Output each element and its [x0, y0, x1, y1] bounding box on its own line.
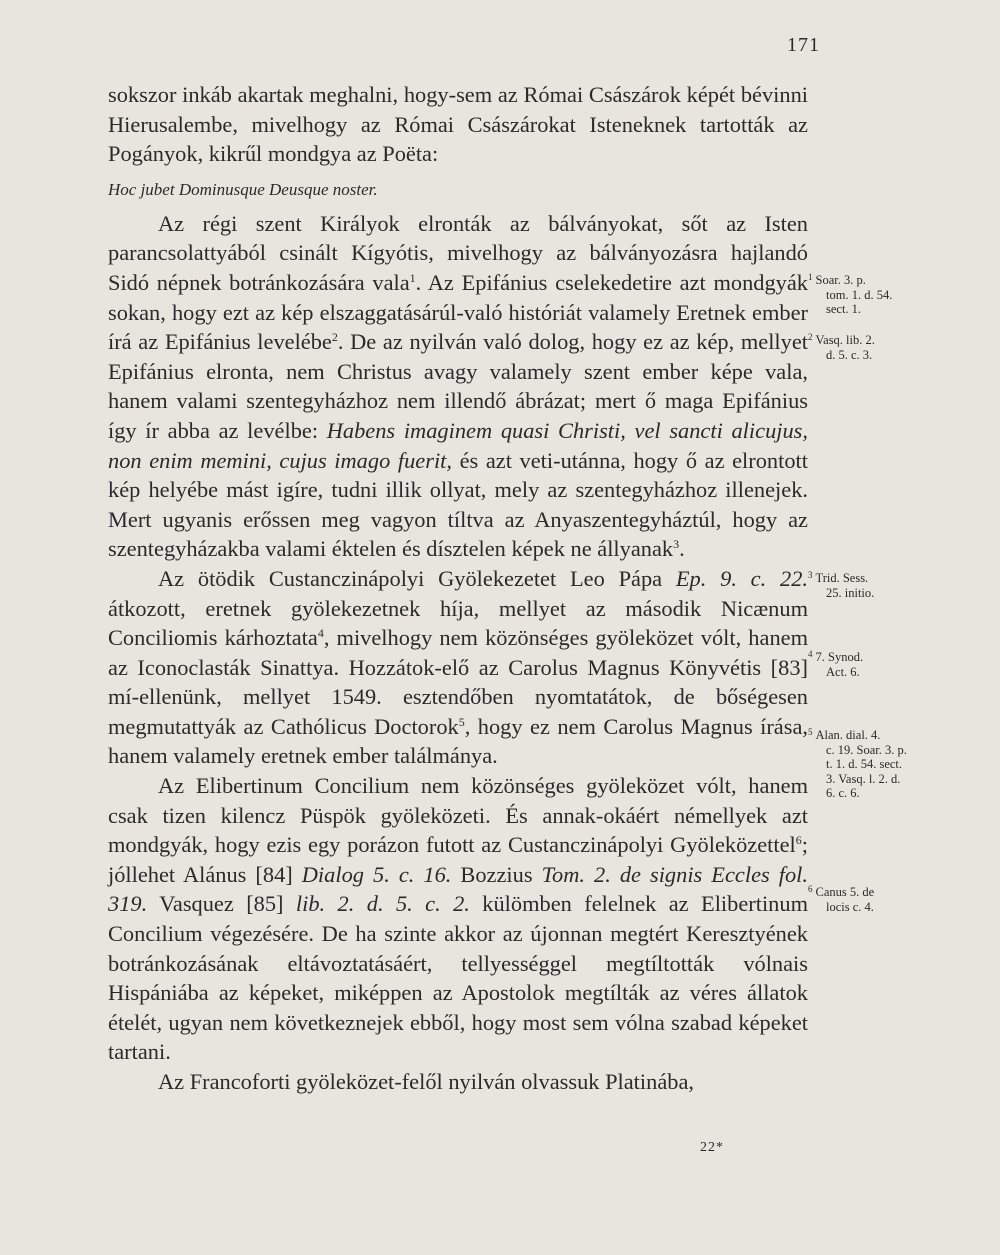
margin-note-6: [808, 882, 908, 914]
note-text: 25. initio.: [826, 585, 875, 600]
text-run: Az Elibertinum Concilium nem közönséges gyöleközet vólt, hanem csak tizen kilencz Püspök gyöleközeti. És annak-okáért némellyek azt mondgyák, hogy ezis egy porázon futott az Custanczinápolyi Gyöleközettel: [108, 773, 808, 858]
note-mark: 6: [808, 884, 813, 894]
paragraph-3: [108, 564, 808, 771]
text-run: . De az nyilván való dolog, hogy ez az kép, mellyet Epifánius elronta, nem Christus avagy valamely szent ember képe vala, hanem valami szentegyházhoz nem illendő ábrázat; mert ő maga Epifánius így ír abba az levélbe:: [108, 329, 808, 443]
text-run: .: [679, 536, 685, 562]
margin-note-1: [808, 270, 908, 317]
text-run: Az régi szent Királyok elronták az bálványokat, sőt az Isten parancsolattyából csinált Kígyótis, mivelhogy az bálványozásra hajlandó Sidó népnek botránkozására vala: [108, 210, 808, 295]
note-text: d. 5. c. 3.: [826, 347, 873, 362]
text-run: , mivelhogy nem közönséges gyöleközet vólt, hanem az Iconoclasták Sinattya. Hozzátok-elő az Carolus Magnus Könyvétis [83] mí-ellenünk, mellyet 1549. esztendőben nyomtatátok, de bőségesen megmutattyák az Cathólicus Doctorok: [108, 625, 808, 739]
text-run: Bozzius: [451, 861, 542, 887]
note-text: Alan. dial. 4.: [815, 728, 881, 742]
note-text: c. 19. Soar. 3. p. t. 1. d. 54. sect. 3. Vasq. l. 2. d. 6. c. 6.: [826, 742, 907, 800]
paragraph-1: sokszor inkáb akartak meghalni, hogy-sem az Római Császárok képét bévinni Hierusalembe, mivelhogy az Római Császárokat Isteneknek tartották az Pogányok, kikrűl mondgya az Poëta:: [108, 82, 808, 167]
citation: lib. 2. d. 5. c. 2.: [295, 891, 470, 917]
note-mark: 1: [808, 272, 813, 282]
text-run: Az ötödik Custanczinápolyi Gyölekezetet Leo Pápa: [158, 565, 676, 591]
text-run: külömben felelnek az Elibertinum Concilium végezésére. De ha szinte akkor az újonnan megtért Keresztyének botránkozásának eltávoztatásáért, tellyességgel megtíltották vólnais Hispániába az képeket, miképpen az Apostolok megtílták az véres állatok ételét, ugyan nem következnejek ebből, hogy most sem vólna szabad képeket tartani.: [108, 891, 808, 1065]
note-mark: 4: [808, 649, 813, 659]
footnote-ref-5: 5: [458, 714, 465, 729]
margin-note-2: [808, 330, 908, 362]
sheet-signature: 22*: [700, 1140, 724, 1155]
note-mark: 2: [808, 332, 813, 342]
citation: Ep. 9. c. 22.: [675, 565, 808, 591]
text-run: ; jóllehet Alánus [84]: [108, 832, 808, 887]
footnote-ref-6: 6: [795, 833, 802, 848]
note-text: Vasq. lib. 2.: [815, 333, 875, 347]
note-mark: 3: [808, 570, 813, 580]
note-text: 7. Synod.: [815, 650, 864, 664]
citation: Dialog 5. c. 16.: [301, 861, 452, 887]
note-text: locis c. 4.: [826, 899, 874, 914]
text-run: Vasquez [85]: [147, 891, 296, 917]
paragraph-2: [108, 209, 808, 564]
text-run: , hogy ez nem Carolus Magnus írása, hanem valamely eretnek ember találmánya.: [108, 713, 808, 769]
note-text: Canus 5. de: [815, 885, 875, 899]
page-number: 171: [787, 34, 820, 56]
footnote-ref-4: 4: [317, 626, 324, 641]
footnote-ref-3: 3: [673, 537, 680, 552]
note-text: Act. 6.: [826, 664, 860, 679]
margin-note-4: [808, 647, 908, 679]
note-text: tom. 1. d. 54. sect. 1.: [826, 287, 893, 316]
text-run: és azt veti-utánna, hogy ő az elrontott kép helyébe mást igíre, tudni illik ollyat, mely az szentegyházhoz illenejek. Mert ugyanis erőssen meg vagyon tíltva az Anyaszentegyháztúl, hogy az szentegyházakba valami éktelen és dísztelen képek ne állyanak: [108, 447, 808, 562]
paragraph-5: Az Francoforti gyöleközet-felől nyilván olvassuk Platinába,: [158, 1069, 694, 1094]
paragraph-4: [108, 771, 808, 1067]
footnote-ref-2: 2: [331, 330, 338, 345]
footnote-ref-1: 1: [409, 270, 416, 285]
note-text: Trid. Sess.: [815, 571, 869, 585]
latin-citation: Habens imaginem quasi Christi, vel sancti alicujus, non enim memini, cujus imago fuerit,: [108, 417, 808, 473]
note-mark: 5: [808, 727, 813, 737]
text-run: . Az Epifánius cselekedetire azt mondgyák sokan, hogy ezt az kép elszaggatásárúl-való históriát valamely Eretnek ember írá az Epifánius levelébe: [108, 269, 808, 355]
margin-note-3: [808, 568, 908, 600]
margin-note-5: [808, 725, 908, 801]
citation: Tom. 2. de signis Eccles fol. 319.: [108, 861, 808, 917]
latin-quote: Hoc jubet Dominusque Deusque noster.: [108, 179, 378, 199]
note-text: Soar. 3. p.: [815, 273, 866, 287]
text-run: átkozott, eretnek gyölekezetnek híja, mellyet az második Nicænum Conciliomis kárhoztata: [108, 595, 808, 651]
main-text: [108, 80, 808, 1097]
